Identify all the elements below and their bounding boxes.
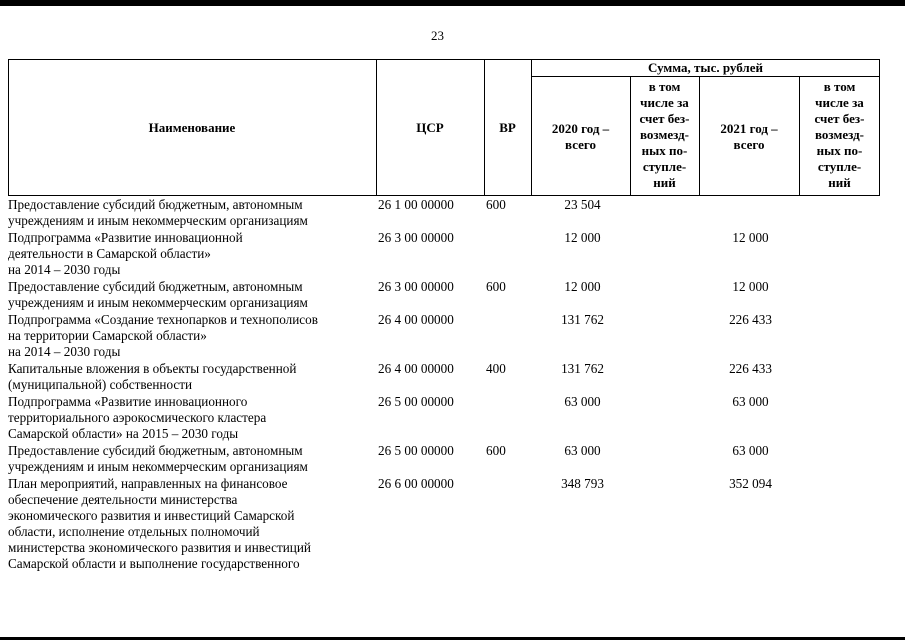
- row-vr: 600: [486, 443, 506, 458]
- header-line: числе за: [640, 95, 689, 110]
- row-name: Подпрограмма «Развитие инновационного территориального аэрокосмического кластера Самарской области» на 2015 – 2030 годы: [8, 394, 267, 441]
- row-name: Предоставление субсидий бюджетным, автономным учреждениям и иным некоммерческим организациям: [8, 279, 308, 310]
- row-csr: 26 3 00 00000: [378, 230, 454, 245]
- header-line: всего: [733, 137, 765, 152]
- header-line: 2021 год –: [720, 121, 778, 136]
- header-line: в том: [823, 79, 856, 94]
- header-2021-total: [699, 121, 799, 153]
- table-row: [8, 443, 867, 476]
- table-row: [8, 197, 867, 230]
- header-vr: ВР: [499, 120, 516, 135]
- row-gratis-2020: [632, 197, 701, 230]
- row-name: Предоставление субсидий бюджетным, автономным учреждениям и иным некоммерческим организациям: [8, 197, 308, 228]
- header-line: ных по-: [816, 143, 863, 158]
- row-vr: 600: [486, 197, 506, 212]
- header-line: возмезд-: [640, 127, 689, 142]
- divider: [531, 76, 880, 77]
- row-csr: 26 1 00 00000: [378, 197, 454, 212]
- header-csr: ЦСР: [416, 120, 444, 135]
- row-name: План мероприятий, направленных на финансовое обеспечение деятельности министерства экономического развития и инвестиций Самарской области, исполнение отдельных полномочий министерства экономического развития и инвестиций Самарской области и выполнение государственного: [8, 476, 311, 571]
- row-name: Капитальные вложения в объекты государственной (муниципальной) собственности: [8, 361, 297, 392]
- header-line: счет без-: [814, 111, 865, 126]
- table-row: [8, 230, 867, 279]
- header-line: ний: [653, 175, 676, 190]
- row-gratis-2020: [632, 476, 701, 573]
- row-name: Подпрограмма «Развитие инновационной деятельности в Самарской области» на 2014 – 2030 годы: [8, 230, 243, 277]
- row-csr: 26 5 00 00000: [378, 394, 454, 409]
- table-row: [8, 312, 867, 361]
- row-gratis-2021: [800, 476, 867, 573]
- header-line: возмезд-: [815, 127, 864, 142]
- row-sum-2021: 226 433: [729, 361, 772, 376]
- row-gratis-2020: [632, 394, 701, 443]
- row-vr: 400: [486, 361, 506, 376]
- row-sum-2020: 348 793: [561, 476, 604, 491]
- header-line: счет без-: [639, 111, 690, 126]
- row-vr: 600: [486, 279, 506, 294]
- row-name: Подпрограмма «Создание технопарков и технополисов на территории Самарской области» на 2014 – 2030 годы: [8, 312, 318, 359]
- row-gratis-2020: [632, 361, 701, 394]
- row-gratis-2021: [800, 312, 867, 361]
- row-sum-2020: 131 762: [561, 312, 604, 327]
- header-line: ступле-: [817, 159, 862, 174]
- row-gratis-2020: [632, 279, 701, 312]
- row-sum-2021: [701, 197, 800, 230]
- header-line: 2020 год –: [551, 121, 610, 136]
- header-line: числе за: [815, 95, 864, 110]
- header-line: всего: [565, 137, 596, 152]
- row-sum-2020: 63 000: [564, 443, 601, 458]
- row-csr: 26 3 00 00000: [378, 279, 454, 294]
- row-sum-2021: 226 433: [729, 312, 772, 327]
- row-vr: [486, 312, 533, 361]
- header-line: ний: [828, 175, 851, 190]
- row-sum-2020: 12 000: [564, 230, 601, 245]
- row-csr: 26 4 00 00000: [378, 361, 454, 376]
- row-gratis-2021: [800, 394, 867, 443]
- top-border: [0, 0, 905, 6]
- row-sum-2021: 12 000: [732, 230, 769, 245]
- row-gratis-2021: [800, 197, 867, 230]
- row-gratis-2020: [632, 230, 701, 279]
- row-sum-2020: 63 000: [564, 394, 601, 409]
- row-gratis-2021: [800, 279, 867, 312]
- header-line: ступле-: [642, 159, 687, 174]
- table-row: [8, 279, 867, 312]
- row-gratis-2021: [800, 230, 867, 279]
- row-csr: 26 4 00 00000: [378, 312, 454, 327]
- row-vr: [486, 476, 533, 573]
- row-sum-2021: 12 000: [732, 279, 769, 294]
- header-line: ных по-: [641, 143, 688, 158]
- row-sum-2021: 63 000: [732, 443, 769, 458]
- row-csr: 26 6 00 00000: [378, 476, 454, 491]
- row-gratis-2021: [800, 443, 867, 476]
- row-gratis-2020: [632, 443, 701, 476]
- table-row: [8, 361, 867, 394]
- row-sum-2020: 131 762: [561, 361, 604, 376]
- row-sum-2021: 352 094: [729, 476, 772, 491]
- header-line: в том: [648, 79, 681, 94]
- row-sum-2021: 63 000: [732, 394, 769, 409]
- row-vr: [486, 230, 533, 279]
- budget-table: [8, 197, 867, 573]
- table-row: [8, 394, 867, 443]
- row-name: Предоставление субсидий бюджетным, автономным учреждениям и иным некоммерческим организациям: [8, 443, 308, 474]
- header-name: Наименование: [148, 120, 236, 135]
- row-csr: 26 5 00 00000: [378, 443, 454, 458]
- page-number: 23: [431, 28, 444, 43]
- row-gratis-2021: [800, 361, 867, 394]
- header-2020-gratis: [630, 79, 699, 191]
- row-vr: [486, 394, 533, 443]
- header-2021-gratis: [799, 79, 880, 191]
- table-row: [8, 476, 867, 573]
- row-gratis-2020: [632, 312, 701, 361]
- header-2020-total: [531, 121, 630, 153]
- row-sum-2020: 12 000: [564, 279, 601, 294]
- row-sum-2020: 23 504: [564, 197, 601, 212]
- header-sum-group: Сумма, тыс. рублей: [648, 60, 763, 75]
